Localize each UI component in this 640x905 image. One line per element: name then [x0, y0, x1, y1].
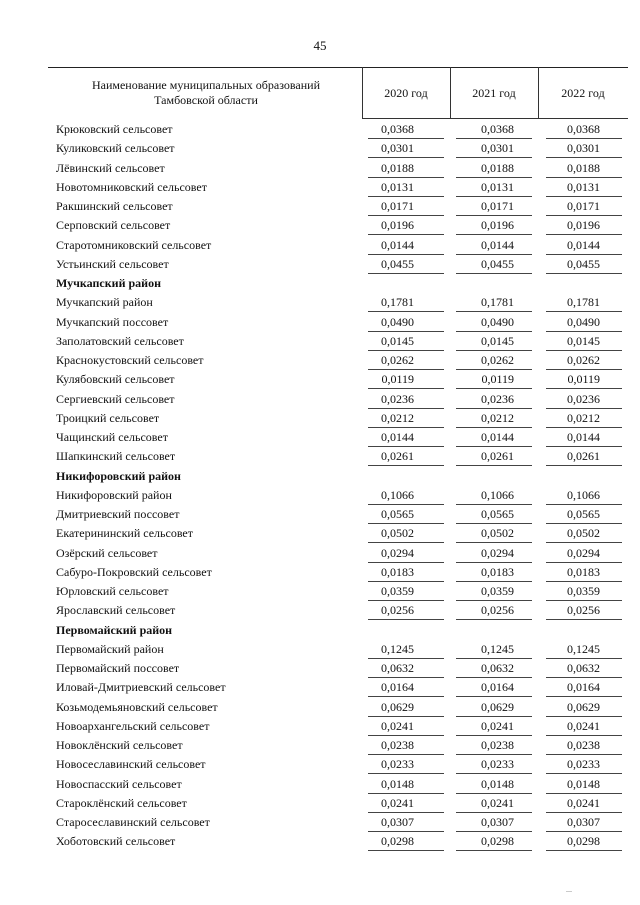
- value-2022: 0,0455: [567, 256, 600, 271]
- value-2020: 0,0241: [381, 795, 414, 810]
- column-divider: [362, 67, 363, 118]
- value-2020: 0,1066: [381, 487, 414, 502]
- table-row: [0, 755, 640, 774]
- municipality-name: Новоклёнский сельсовет: [56, 738, 183, 752]
- municipality-name: Старотомниковский сельсовет: [56, 237, 212, 252]
- municipality-name: Хоботовский сельсовет: [56, 834, 176, 849]
- value-2020: 0,1781: [381, 295, 414, 310]
- value-2022: 0,0188: [567, 160, 600, 175]
- column-divider: [450, 67, 451, 118]
- table-row: [0, 236, 640, 255]
- value-2022: 0,0307: [567, 815, 600, 829]
- district-name: Никифоровский район: [56, 468, 181, 483]
- value-2020: 0,0238: [381, 738, 414, 752]
- value-2020: 0,0632: [381, 661, 414, 675]
- value-2020: 0,1245: [381, 641, 414, 656]
- value-2020: 0,0256: [381, 603, 414, 618]
- table-row: [0, 293, 640, 312]
- value-2022: 0,0196: [567, 218, 600, 233]
- column-header-2022: 2022 год: [561, 85, 605, 100]
- column-header-2021: 2021 год: [472, 85, 516, 100]
- table-row: [0, 428, 640, 447]
- value-2020: 0,0171: [381, 199, 414, 213]
- value-2021: 0,0307: [481, 815, 514, 829]
- value-2022: 0,0119: [567, 372, 600, 387]
- municipality-name: Устьинский сельсовет: [56, 256, 169, 271]
- municipality-name: Шапкинский сельсовет: [56, 449, 176, 464]
- value-2021: 0,0629: [481, 699, 514, 714]
- value-2022: 0,0301: [567, 141, 600, 156]
- district-header-row: [0, 274, 640, 293]
- value-2022: 0,0144: [567, 430, 600, 444]
- value-2020: 0,0294: [381, 545, 414, 560]
- value-2022: 0,0629: [567, 699, 600, 714]
- value-2021: 0,0119: [481, 372, 514, 387]
- value-2020: 0,0455: [381, 256, 414, 271]
- table-row: [0, 447, 640, 466]
- value-2020: 0,0307: [381, 815, 414, 829]
- value-2022: 0,0565: [567, 507, 600, 521]
- value-2020: 0,0368: [381, 122, 414, 136]
- value-2022: 0,0233: [567, 757, 600, 772]
- table-row: [0, 794, 640, 813]
- value-2020: 0,0119: [381, 372, 414, 387]
- table-row: [0, 370, 640, 389]
- value-2021: 0,1245: [481, 641, 514, 656]
- value-2021: 0,0164: [481, 680, 514, 695]
- value-2020: 0,0241: [381, 718, 414, 733]
- table-row: [0, 678, 640, 697]
- municipality-name: Староклёнский сельсовет: [56, 795, 187, 810]
- value-2022: 0,0145: [567, 333, 600, 348]
- value-2020: 0,0188: [381, 160, 414, 175]
- municipality-name: Куликовский сельсовет: [56, 141, 175, 156]
- value-2021: 0,1781: [481, 295, 514, 310]
- value-2022: 0,0502: [567, 526, 600, 541]
- table-row: [0, 832, 640, 851]
- municipality-name: Иловай-Дмитриевский сельсовет: [56, 680, 226, 695]
- value-2021: 0,0145: [481, 333, 514, 348]
- table-row: [0, 313, 640, 332]
- municipality-name: Ярославский сельсовет: [56, 603, 176, 618]
- municipality-name: Краснокустовский сельсовет: [56, 353, 204, 367]
- column-header-name-line2: Тамбовской области: [154, 93, 258, 107]
- value-2020: 0,0359: [381, 584, 414, 598]
- district-header-row: [0, 621, 640, 640]
- value-2020: 0,0144: [381, 430, 414, 444]
- value-2020: 0,0236: [381, 391, 414, 406]
- value-2021: 0,0212: [481, 410, 514, 425]
- value-2022: 0,0236: [567, 391, 600, 406]
- value-2022: 0,0241: [567, 795, 600, 810]
- value-2022: 0,0632: [567, 661, 600, 675]
- table-row: [0, 775, 640, 794]
- value-2022: 0,0294: [567, 545, 600, 560]
- municipality-name: Мучкапский поссовет: [56, 314, 169, 329]
- table-row: [0, 736, 640, 755]
- value-2021: 0,1066: [481, 487, 514, 502]
- value-2020: 0,0262: [381, 353, 414, 367]
- value-2022: 0,0183: [567, 564, 600, 579]
- value-2022: 0,1781: [567, 295, 600, 310]
- table-row: [0, 582, 640, 601]
- value-2021: 0,0233: [481, 757, 514, 772]
- value-2021: 0,0144: [481, 237, 514, 252]
- value-2021: 0,0241: [481, 718, 514, 733]
- value-2022: 0,0131: [567, 179, 600, 194]
- column-header-name: [50, 68, 362, 118]
- municipality-name: Крюковский сельсовет: [56, 122, 173, 136]
- value-2022: 0,0262: [567, 353, 600, 367]
- value-2021: 0,0171: [481, 199, 514, 213]
- value-underline: [368, 850, 444, 851]
- municipality-name: Первомайский район: [56, 641, 164, 656]
- value-2021: 0,0261: [481, 449, 514, 464]
- value-2021: 0,0256: [481, 603, 514, 618]
- table-row: [0, 486, 640, 505]
- value-2020: 0,0298: [381, 834, 414, 849]
- municipality-name: Старосеславинский сельсовет: [56, 815, 210, 829]
- municipality-name: Серповский сельсовет: [56, 218, 171, 233]
- value-2020: 0,0131: [381, 179, 414, 194]
- table-row: [0, 332, 640, 351]
- header-bottom-rule: [362, 118, 628, 119]
- value-2020: 0,0233: [381, 757, 414, 772]
- municipality-name: Мучкапский район: [56, 295, 153, 310]
- value-2021: 0,0359: [481, 584, 514, 598]
- table-row: [0, 409, 640, 428]
- municipality-name: Козьмодемьяновский сельсовет: [56, 699, 218, 714]
- municipality-name: Озёрский сельсовет: [56, 545, 158, 560]
- municipality-name: Екатерининский сельсовет: [56, 526, 194, 541]
- municipality-name: Сергиевский сельсовет: [56, 391, 175, 406]
- municipality-name: Ракшинский сельсовет: [56, 199, 173, 213]
- value-2021: 0,0262: [481, 353, 514, 367]
- municipality-name: Дмитриевский поссовет: [56, 507, 180, 521]
- column-divider: [538, 67, 539, 118]
- municipality-name: Новотомниковский сельсовет: [56, 179, 207, 194]
- table-row: [0, 544, 640, 563]
- table-row: [0, 216, 640, 235]
- municipality-name: Новоспасский сельсовет: [56, 776, 182, 791]
- municipality-name: Кулябовский сельсовет: [56, 372, 175, 387]
- value-2022: 0,0212: [567, 410, 600, 425]
- value-2021: 0,0196: [481, 218, 514, 233]
- value-2021: 0,0131: [481, 179, 514, 194]
- municipality-name: Новоархангельский сельсовет: [56, 718, 210, 733]
- value-2021: 0,0188: [481, 160, 514, 175]
- value-2022: 0,0368: [567, 122, 600, 136]
- value-2020: 0,0145: [381, 333, 414, 348]
- value-2021: 0,0490: [481, 314, 514, 329]
- value-2020: 0,0502: [381, 526, 414, 541]
- value-2021: 0,0144: [481, 430, 514, 444]
- value-2022: 0,0238: [567, 738, 600, 752]
- municipality-name: Первомайский поссовет: [56, 661, 180, 675]
- value-2021: 0,0236: [481, 391, 514, 406]
- table-row: [0, 351, 640, 370]
- table-row: [0, 159, 640, 178]
- table-row: [0, 813, 640, 832]
- district-name: Первомайский район: [56, 622, 173, 637]
- value-2021: 0,0241: [481, 795, 514, 810]
- municipality-name: Никифоровский район: [56, 487, 172, 502]
- value-2021: 0,0502: [481, 526, 514, 541]
- table-row: [0, 505, 640, 524]
- value-2021: 0,0565: [481, 507, 514, 521]
- value-2020: 0,0183: [381, 564, 414, 579]
- value-2022: 0,0241: [567, 718, 600, 733]
- value-underline: [546, 850, 622, 851]
- table-row: [0, 717, 640, 736]
- value-2022: 0,0256: [567, 603, 600, 618]
- value-2020: 0,0148: [381, 776, 414, 791]
- district-header-row: [0, 467, 640, 486]
- value-2022: 0,0171: [567, 199, 600, 213]
- value-2020: 0,0301: [381, 141, 414, 156]
- value-2022: 0,1066: [567, 487, 600, 502]
- value-2021: 0,0238: [481, 738, 514, 752]
- district-name: Мучкапский район: [56, 276, 161, 290]
- value-2022: 0,0164: [567, 680, 600, 695]
- value-2022: 0,0490: [567, 314, 600, 329]
- value-2022: 0,0261: [567, 449, 600, 464]
- value-2021: 0,0148: [481, 776, 514, 791]
- table-row: [0, 524, 640, 543]
- page-number: 45: [313, 38, 327, 53]
- value-2021: 0,0455: [481, 256, 514, 271]
- table-row: [0, 255, 640, 274]
- value-2020: 0,0490: [381, 314, 414, 329]
- table-row: [0, 659, 640, 678]
- value-2022: 0,1245: [567, 641, 600, 656]
- table-row: [0, 563, 640, 582]
- table-row: [0, 698, 640, 717]
- value-2020: 0,0164: [381, 680, 414, 695]
- municipality-name: Лёвинский сельсовет: [56, 160, 165, 175]
- table-row: [0, 178, 640, 197]
- table-row: [0, 601, 640, 620]
- value-2022: 0,0148: [567, 776, 600, 791]
- value-2021: 0,0632: [481, 661, 514, 675]
- value-2021: 0,0301: [481, 141, 514, 156]
- value-underline: [456, 850, 532, 851]
- value-2020: 0,0144: [381, 237, 414, 252]
- municipality-name: Троицкий сельсовет: [56, 410, 160, 425]
- municipality-name: Юрловский сельсовет: [56, 584, 169, 598]
- value-2021: 0,0183: [481, 564, 514, 579]
- value-2020: 0,0212: [381, 410, 414, 425]
- municipality-name: Заполатовский сельсовет: [56, 333, 184, 348]
- value-2022: 0,0359: [567, 584, 600, 598]
- municipality-name: Чащинский сельсовет: [56, 430, 168, 444]
- value-2020: 0,0565: [381, 507, 414, 521]
- column-header-name-line1: Наименование муниципальных образований: [91, 78, 321, 92]
- value-2021: 0,0294: [481, 545, 514, 560]
- value-2021: 0,0298: [481, 834, 514, 849]
- value-2020: 0,0629: [381, 699, 414, 714]
- value-2022: 0,0298: [567, 834, 600, 849]
- table-row: [0, 120, 640, 139]
- value-2021: 0,0368: [481, 122, 514, 136]
- table-row: [0, 139, 640, 158]
- table-row: [0, 390, 640, 409]
- municipality-name: Сабуро-Покровский сельсовет: [56, 564, 212, 579]
- value-2020: 0,0261: [381, 449, 414, 464]
- municipality-name: Новосеславинский сельсовет: [56, 757, 206, 772]
- scan-mark: ...: [566, 885, 572, 894]
- table-row: [0, 197, 640, 216]
- column-header-2020: 2020 год: [384, 85, 428, 100]
- value-2022: 0,0144: [567, 237, 600, 252]
- table-row: [0, 640, 640, 659]
- value-2020: 0,0196: [381, 218, 414, 233]
